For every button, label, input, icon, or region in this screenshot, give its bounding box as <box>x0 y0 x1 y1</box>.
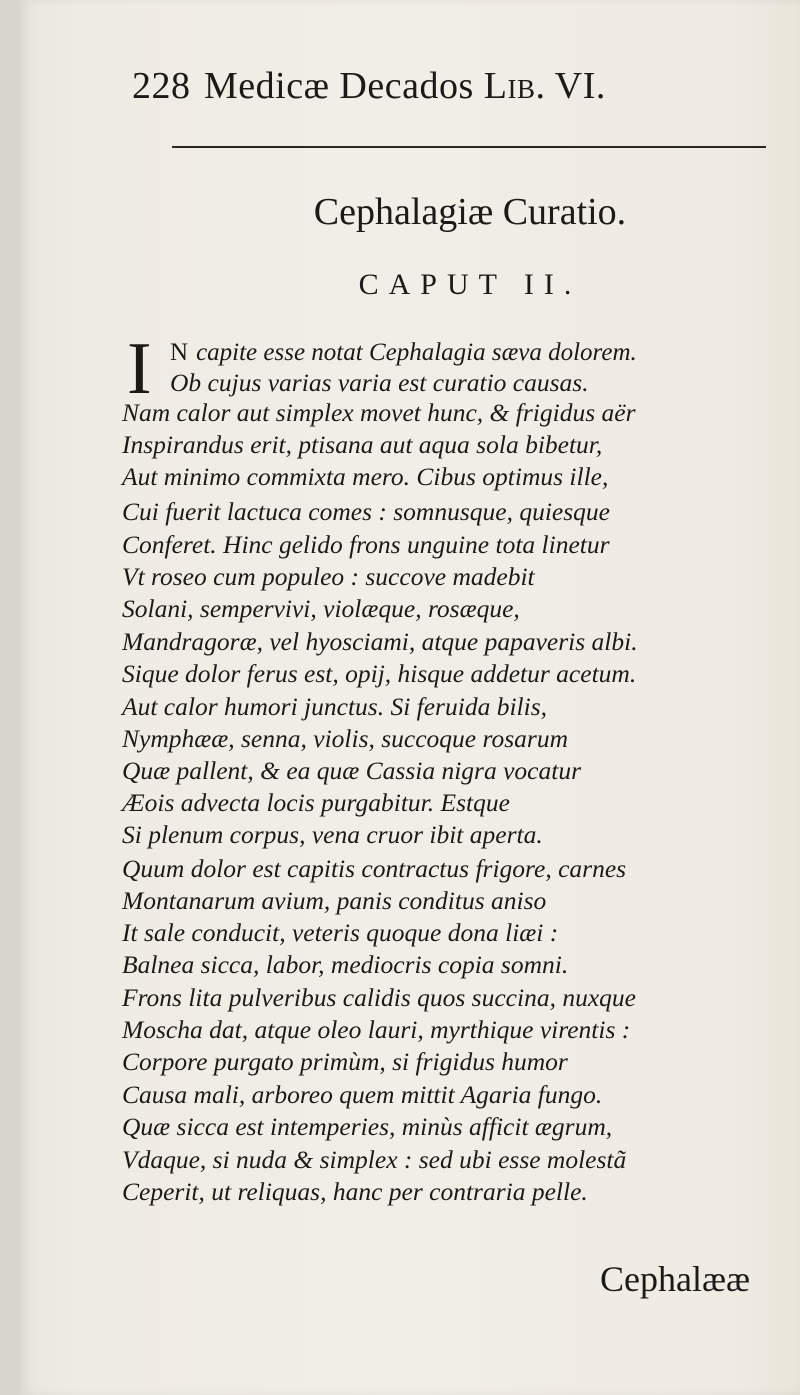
verse-line: Solani, sempervivi, violæque, rosæque, <box>122 594 520 623</box>
verse-line: Quum dolor est capitis contractus frigore, carnes <box>122 854 627 883</box>
verse-line: Sique dolor ferus est, opij, hisque addetur acetum. <box>122 659 637 688</box>
verse-line: Quæ pallent, & ea quæ Cassia nigra vocatur <box>122 756 581 785</box>
drop-cap: I <box>127 328 152 410</box>
verse-line: Montanarum avium, panis conditus aniso <box>122 886 547 915</box>
chapter-title: Cephalagiæ Curatio. <box>313 191 627 233</box>
verse-line: Vdaque, si nuda & simplex : sed ubi esse molestã <box>122 1145 627 1174</box>
chapter-number: CAPUT II. <box>358 268 582 301</box>
verse-line: It sale conducit, veteris quoque dona liæi : <box>122 918 559 947</box>
verse-line: Ob cujus varias varia est curatio causas. <box>170 368 589 397</box>
verse-line: Ceperit, ut reliquas, hanc per contraria pelle. <box>122 1177 588 1206</box>
verse-line: Aut calor humori junctus. Si feruida bilis, <box>122 692 547 721</box>
verse-line: Inspirandus erit, ptisana aut aqua sola bibetur, <box>122 430 603 459</box>
verse-line: Vt roseo cum populeo : succove madebit <box>122 562 535 591</box>
verse-line: Si plenum corpus, vena cruor ibit aperta. <box>122 820 543 849</box>
verse-line: Aut minimo commixta mero. Cibus optimus ille, <box>122 462 609 491</box>
verse-line: Balnea sicca, labor, mediocris copia somni. <box>122 950 569 979</box>
verse-line: Nam calor aut simplex movet hunc, & frigidus aër <box>122 398 636 427</box>
book-page <box>20 0 800 1395</box>
verse-line: Conferet. Hinc gelido frons unguine tota linetur <box>122 530 610 559</box>
verse-body <box>20 0 800 1395</box>
page-number: 228 <box>132 65 191 107</box>
running-head-book: Lib. VI. <box>483 65 606 107</box>
running-head-title: Medicæ Decados <box>204 65 484 107</box>
catchword: Cephalææ <box>600 1259 750 1299</box>
verse-line: Causa mali, arboreo quem mittit Agaria fungo. <box>122 1080 603 1109</box>
verse-line: Æois advecta locis purgabitur. Estque <box>122 788 510 817</box>
verse-line: Quæ sicca est intemperies, minùs afficit ægrum, <box>122 1112 613 1141</box>
verse-line: Nymphææ, senna, violis, succoque rosarum <box>122 724 568 753</box>
first-word: N <box>170 339 189 366</box>
verse-line: Corpore purgato primùm, si frigidus humor <box>122 1047 568 1076</box>
verse-line: Moscha dat, atque oleo lauri, myrthique virentis : <box>122 1015 631 1044</box>
verse-line: Cui fuerit lactuca comes : somnusque, quiesque <box>122 497 610 526</box>
verse-line: Frons lita pulveribus calidis quos succina, nuxque <box>122 983 636 1012</box>
verse-line: N capite esse notat Cephalagia sæva dolorem. <box>170 339 637 366</box>
verse-line: Mandragoræ, vel hyosciami, atque papaveris albi. <box>122 627 638 656</box>
